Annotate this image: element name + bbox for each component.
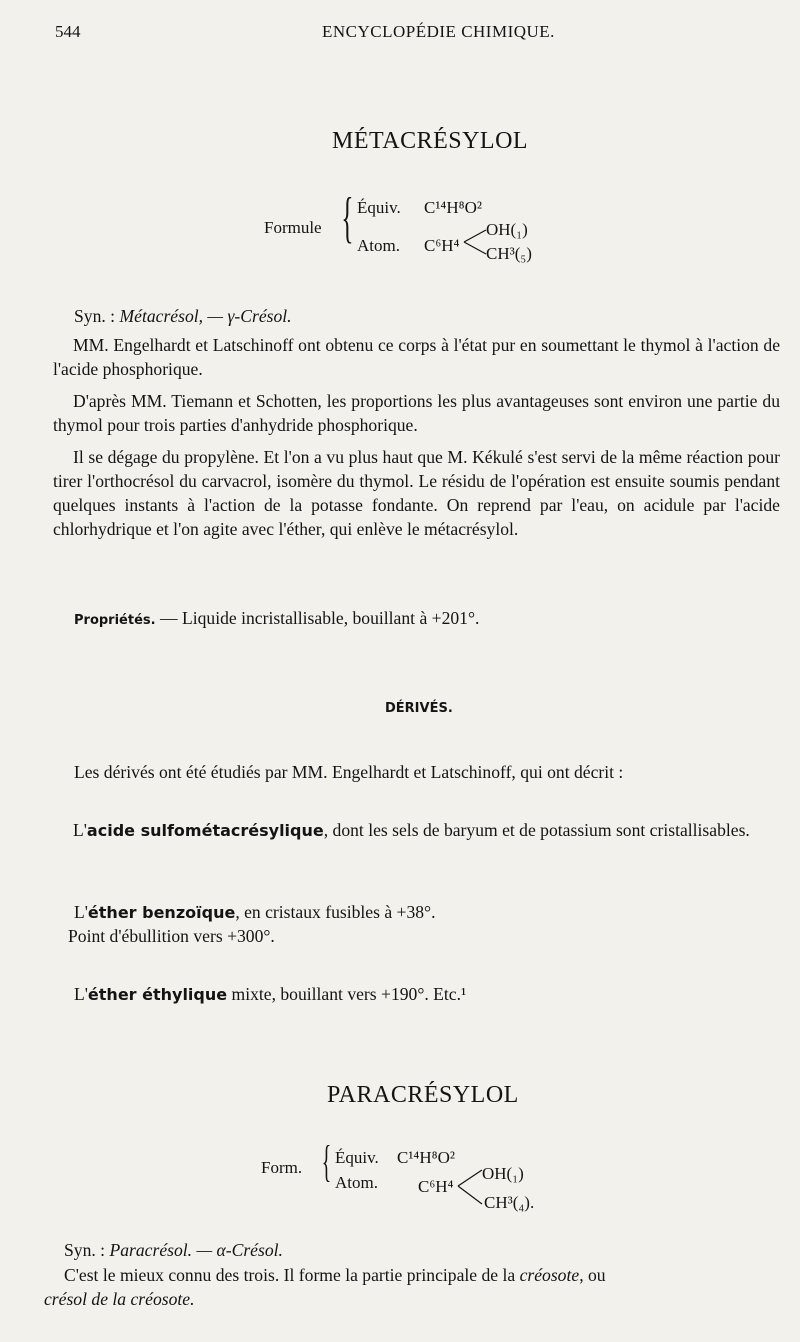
page-number: 544 [55,22,81,41]
paracresylol-italic2: crésol de la créosote. [44,1289,195,1309]
paracresylol-paragraph-line1 [64,1265,606,1286]
equiv-formula-2: C¹⁴H⁸O² [397,1148,455,1167]
synonym-line-1 [74,306,292,327]
derivative-3-name: éther éthylique [87,985,228,1004]
derivative-1 [53,818,780,843]
running-header: ENCYCLOPÉDIE CHIMIQUE. [322,22,555,41]
paracresylol-mid: , ou [579,1265,606,1285]
paragraph-2: D'après MM. Tiemann et Schotten, les proportions les plus avantageuses sont environ une partie du thymol pour trois parties d'anhydride phosphorique. [53,391,780,435]
paracresylol-italic1: créosote [519,1265,580,1285]
paracresylol-text: C'est le mieux connu des trois. Il forme la partie principale de la [64,1265,520,1285]
bond-lines-icon [462,226,488,256]
derivative-2-text: , en cristaux fusibles à +38°. [235,902,436,922]
derivative-2-line2: Point d'ébullition vers +300°. [68,926,275,946]
properties-line [74,608,479,629]
atom-sub2-2: CH³(₄). [484,1193,535,1212]
derivative-1-name: acide sulfométacrésylique [86,821,324,840]
derives-title: DÉRIVÉS. [385,701,453,716]
equiv-label-2: Équiv. [335,1148,379,1167]
equiv-formula: C¹⁴H⁸O² [424,198,482,217]
section-title-paracresylol: PARACRÉSYLOL [327,1082,519,1108]
atom-sub2: CH³(₅) [486,244,532,263]
atom-sub1-2: OH(₁) [482,1164,524,1183]
paragraph-1: MM. Engelhardt et Latschinoff ont obtenu ce corps à l'état pur en soumettant le thymol à l'action de l'acide phosphorique. [53,335,780,379]
atom-label-2: Atom. [335,1173,378,1192]
atom-sub1: OH(₁) [486,220,528,239]
atom-base: C⁶H⁴ [424,236,460,255]
derivative-3-text: mixte, bouillant vers +190°. Etc.¹ [227,984,467,1004]
formula-label-2: Form. [261,1158,303,1177]
paragraph-3: Il se dégage du propylène. Et l'on a vu plus haut que M. Kékulé s'est servi de la même réaction pour tirer l'orthocrésol du carvacrol, isomère du thymol. Le résidu de l'opération est ensuite soumis pendant quelques instants à l'action de la potasse fondante. On reprend par l'eau, on acidule par l'acide chlorhydrique et l'on agite avec l'éther, qui enlève le métacrésylol. [53,447,780,539]
synonym-line-2 [64,1240,283,1261]
paracresylol-paragraph-line2 [44,1289,194,1310]
derivative-3 [74,984,466,1005]
derivative-2-prefix: L' [74,902,88,922]
section-title-metacresylol: MÉTACRÉSYLOL [332,128,529,154]
synonym-label: Syn. : [74,306,116,326]
derivative-2 [74,902,436,923]
formula-label: Formule [264,218,322,237]
brace-icon: { [341,187,354,249]
synonym-label-2: Syn. : [64,1240,106,1260]
properties-label: Propriétés. [74,613,156,628]
properties-text: — Liquide incristallisable, bouillant à +201°. [159,608,480,628]
atom-base-2: C⁶H⁴ [418,1177,454,1196]
derivative-3-prefix: L' [74,984,88,1004]
atom-label: Atom. [357,236,400,255]
brace-icon-2: { [321,1137,332,1186]
derivative-1-text: , dont les sels de baryum et de potassium sont cristallisables. [323,820,750,840]
derivative-1-prefix: L' [73,820,87,840]
synonym-value: Métacrésol, — γ-Crésol. [119,306,292,326]
synonym-value-2: Paracrésol. — α-Crésol. [109,1240,283,1260]
equiv-label: Équiv. [357,198,401,217]
derives-intro: Les dérivés ont été étudiés par MM. Engelhardt et Latschinoff, qui ont décrit : [74,762,624,782]
derivative-2-name: éther benzoïque [87,903,236,922]
